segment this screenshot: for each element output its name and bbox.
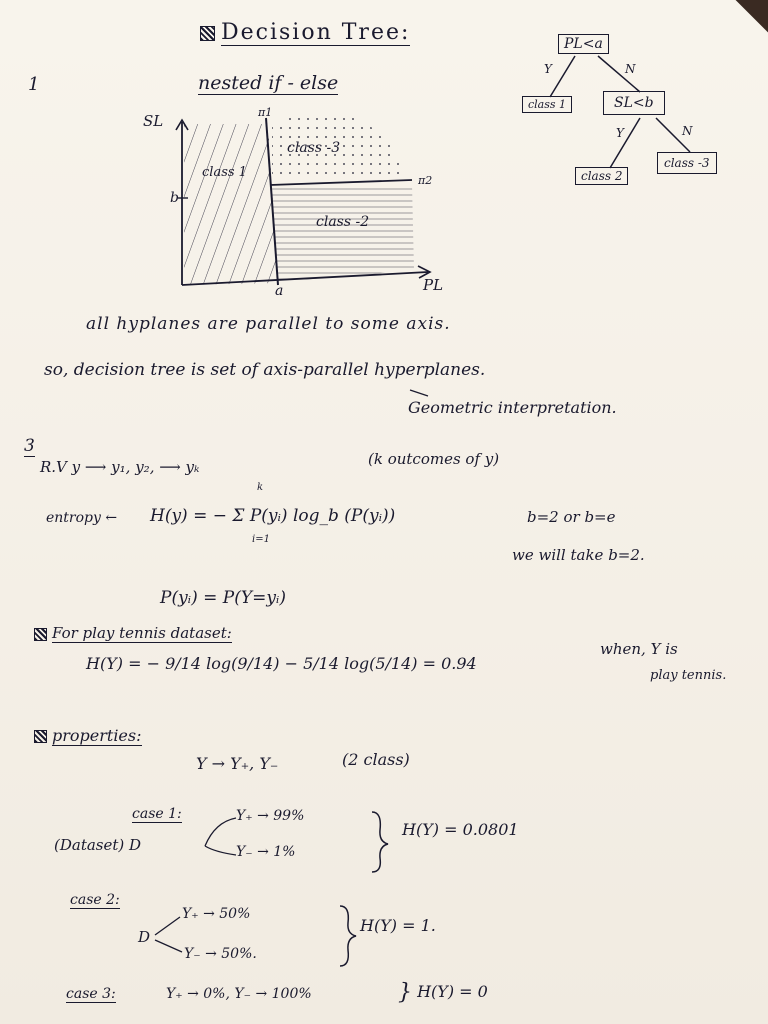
tree-node-2: SL<b	[603, 91, 665, 115]
page-title: Decision Tree:	[200, 20, 410, 45]
section-1-subtitle: nested if - else	[198, 72, 339, 94]
class-1-label: class 1	[202, 165, 247, 180]
class-2-label: class -2	[316, 214, 370, 230]
sum-lower-limit: i=1	[252, 534, 270, 545]
class-2-region	[272, 184, 414, 282]
play-tennis-heading: For play tennis dataset:	[34, 624, 232, 642]
pl-axis-label: PL	[423, 276, 444, 294]
case-1-result: H(Y) = 0.0801	[402, 820, 519, 839]
play-tennis-when-2: play tennis.	[650, 668, 727, 683]
class-1-region	[184, 124, 278, 285]
tree-leaf-class-1: class 1	[522, 96, 572, 113]
k-outcomes-note: (k outcomes of y)	[368, 450, 500, 468]
entropy-formula: H(y) = − Σ P(yᵢ) log_b (P(yᵢ))	[150, 506, 396, 526]
tree-no-label-1: N	[625, 62, 636, 76]
case-2-minus: Y₋ → 50%.	[184, 946, 257, 962]
tree-no-label-2: N	[682, 124, 693, 138]
base-options-note: b=2 or b=e	[527, 508, 616, 526]
class-3-label: class -3	[287, 140, 341, 156]
tree-edge-root-left	[550, 56, 575, 97]
sl-axis-label: SL	[143, 112, 164, 130]
tree-yes-label-2: Y	[616, 126, 624, 140]
pi2-hyperplane	[270, 180, 412, 185]
case-3-result: } H(Y) = 0	[398, 980, 488, 1005]
case-1-minus: Y₋ → 1%	[236, 844, 296, 860]
case-2-result: H(Y) = 1.	[360, 916, 436, 935]
case-2-label: case 2:	[70, 892, 120, 908]
case-1-plus: Y₊ → 99%	[236, 808, 305, 824]
properties-heading: properties:	[34, 726, 142, 745]
play-tennis-when: when, Y is	[600, 640, 678, 658]
text-line-axis-parallel: so, decision tree is set of axis-parallel hyperplanes.	[44, 360, 486, 380]
tree-root-node: PL<a	[558, 34, 609, 54]
tree-leaf-class-2: class 2	[575, 167, 628, 185]
probability-definition: P(yᵢ) = P(Y=yᵢ)	[160, 588, 286, 608]
case-1-label: case 1:	[132, 806, 182, 822]
base-choice-note: we will take b=2.	[512, 546, 645, 564]
properties-classes: Y → Y₊, Y₋	[196, 754, 279, 773]
b-tick-label: b	[170, 190, 179, 206]
text-line-geometric: Geometric interpretation.	[408, 398, 617, 417]
checkbox-icon	[34, 628, 47, 641]
case-2-brace	[340, 906, 356, 966]
pi1-label: π1	[258, 106, 273, 119]
text-line-hyperplanes-parallel: all hyplanes are parallel to some axis.	[86, 314, 451, 334]
sum-upper-limit: k	[257, 482, 264, 493]
tree-edge-node2-left	[610, 118, 640, 168]
section-1-marker: 1	[28, 74, 40, 95]
properties-classes-note: (2 class)	[342, 750, 410, 769]
case-3-text: Y₊ → 0%, Y₋ → 100%	[166, 986, 312, 1002]
case-1-dataset: (Dataset) D	[54, 836, 142, 854]
rv-line: R.V y ⟶ y₁, y₂, ⟶ yₖ	[40, 458, 200, 476]
play-tennis-entropy-formula: H(Y) = − 9/14 log(9/14) − 5/14 log(5/14) = 0.94	[86, 654, 477, 673]
case-2-plus: Y₊ → 50%	[182, 906, 251, 922]
tree-yes-label-1: Y	[544, 62, 552, 76]
case-3-label: case 3:	[66, 986, 116, 1002]
case-2-d: D	[138, 928, 151, 946]
a-tick-label: a	[275, 283, 284, 299]
case-1-brace	[372, 812, 388, 872]
tree-leaf-class-3: class -3	[657, 152, 717, 174]
section-3-marker: 3	[24, 436, 35, 456]
pi2-label: π2	[418, 174, 433, 187]
entropy-label: entropy ←	[46, 510, 118, 526]
checkbox-icon	[34, 730, 47, 743]
case-3-brace: }	[398, 980, 412, 1005]
